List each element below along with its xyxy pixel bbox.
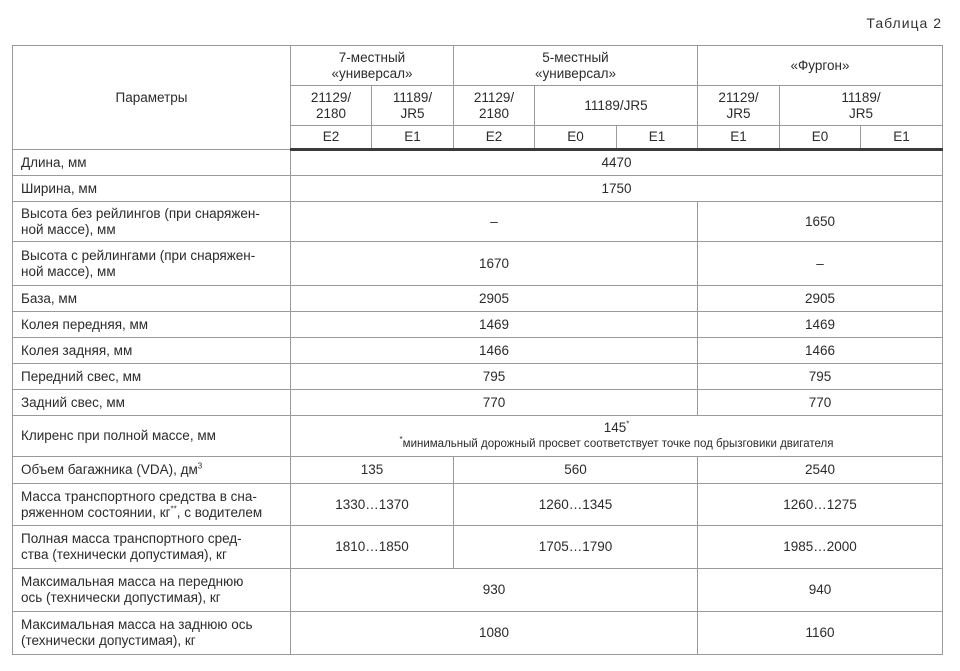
row-label: Длина, мм bbox=[13, 150, 291, 176]
row-value-wagon: 1466 bbox=[291, 338, 698, 364]
row-value-wagon: 795 bbox=[291, 364, 698, 390]
eco-class: E0 bbox=[780, 126, 861, 150]
row-label-line: Полная масса транспортного сред- bbox=[21, 531, 242, 546]
engine-van-a bbox=[698, 86, 780, 126]
header-group-7-line1: 7-местный bbox=[338, 49, 406, 65]
row-value-van: 1160 bbox=[698, 612, 943, 655]
eco-class: E0 bbox=[535, 126, 617, 150]
row-label bbox=[13, 202, 291, 242]
row-label: Задний свес, мм bbox=[13, 390, 291, 416]
row-value: 1750 bbox=[291, 176, 943, 202]
row-value-wagon: 2905 bbox=[291, 286, 698, 312]
row-value-van: 2540 bbox=[698, 457, 943, 484]
row-value-5-seat: 560 bbox=[454, 457, 698, 484]
clearance-value bbox=[291, 420, 942, 436]
row-value-van: 1466 bbox=[698, 338, 943, 364]
table-row bbox=[13, 390, 943, 416]
engine-7-a-line1: 21129/ bbox=[310, 89, 352, 105]
header-group-7-line2: «универсал» bbox=[331, 65, 413, 81]
row-label-line: ной массе), мм bbox=[21, 263, 116, 279]
eco-class: E1 bbox=[698, 126, 780, 150]
clearance-note bbox=[291, 436, 942, 452]
row-label-line: Масса транспортного средства в сна- bbox=[21, 488, 257, 504]
engine-7-b-line1: 11189/ bbox=[392, 89, 433, 105]
row-label-line: Высота без рейлингов (при снаряжен- bbox=[21, 205, 260, 221]
table-row bbox=[13, 338, 943, 364]
table-row bbox=[13, 176, 943, 202]
row-label: Колея передняя, мм bbox=[13, 312, 291, 338]
footnote-mark: ** bbox=[170, 504, 177, 513]
eco-class: E1 bbox=[861, 126, 943, 150]
engine-van-b bbox=[780, 86, 943, 126]
footnote-mark: * bbox=[399, 435, 403, 445]
row-value-7-seat: 1810…1850 bbox=[291, 526, 454, 569]
row-label: Клиренс при полной массе, мм bbox=[13, 416, 291, 457]
row-label-line: Максимальная масса на заднюю ось bbox=[21, 617, 253, 632]
row-label-text: , с водителем bbox=[176, 504, 263, 520]
header-params: Параметры bbox=[13, 46, 291, 150]
row-label-line: ства (технически допустимая), кг bbox=[21, 547, 227, 562]
engine-5-a-line1: 21129/ bbox=[473, 89, 515, 105]
row-label: Колея задняя, мм bbox=[13, 338, 291, 364]
header-group-5-line1: 5-местный bbox=[542, 49, 609, 65]
row-label: База, мм bbox=[13, 286, 291, 312]
row-label: Ширина, мм bbox=[13, 176, 291, 202]
header-group-5-seat bbox=[454, 46, 698, 86]
row-label-text: Объем багажника (VDA), дм bbox=[21, 462, 198, 477]
unit-superscript: 3 bbox=[197, 461, 203, 471]
row-label-line: Высота с рейлингами (при снаряжен- bbox=[21, 247, 256, 263]
row-value-van: 1260…1275 bbox=[698, 484, 943, 526]
row-value-wagon: – bbox=[291, 202, 698, 242]
eco-class: E2 bbox=[291, 126, 372, 150]
row-value: 4470 bbox=[291, 150, 943, 176]
row-value-wagon: 1670 bbox=[291, 242, 698, 286]
engine-5-b: 11189/JR5 bbox=[535, 86, 698, 126]
row-label-line bbox=[21, 505, 284, 521]
header-group-5-line2: «универсал» bbox=[535, 65, 616, 81]
table-row bbox=[13, 416, 943, 457]
row-label bbox=[13, 526, 291, 569]
row-value-wagon: 1469 bbox=[291, 312, 698, 338]
row-value-van: 795 bbox=[698, 364, 943, 390]
engine-7-b-line2: JR5 bbox=[400, 105, 425, 121]
row-label bbox=[13, 612, 291, 655]
table-caption: Таблица 2 bbox=[866, 15, 942, 31]
row-value-wagon: 930 bbox=[291, 569, 698, 612]
row-label bbox=[13, 569, 291, 612]
clearance-note-text: минимальный дорожный просвет соответствует точке под брызговики двигателя bbox=[402, 438, 834, 450]
table-row bbox=[13, 242, 943, 286]
row-label-line: (технически допустимая), кг bbox=[21, 633, 196, 648]
row-value-7-seat: 135 bbox=[291, 457, 454, 484]
eco-class: E2 bbox=[454, 126, 535, 150]
row-value-wagon: 1080 bbox=[291, 612, 698, 655]
engine-van-b-line1: 11189/ bbox=[841, 89, 881, 105]
table-row bbox=[13, 364, 943, 390]
row-value-van: 770 bbox=[698, 390, 943, 416]
row-value-van: 1469 bbox=[698, 312, 943, 338]
table-row bbox=[13, 457, 943, 484]
row-label: Передний свес, мм bbox=[13, 364, 291, 390]
table-row bbox=[13, 526, 943, 569]
eco-class: E1 bbox=[617, 126, 698, 150]
specifications-table bbox=[12, 45, 943, 655]
engine-van-a-line1: 21129/ bbox=[718, 89, 759, 105]
engine-7-a bbox=[291, 86, 372, 126]
engine-5-a-line2: 2180 bbox=[478, 105, 510, 121]
table-row bbox=[13, 286, 943, 312]
row-value-clearance bbox=[291, 416, 943, 457]
row-value-van: 1985…2000 bbox=[698, 526, 943, 569]
engine-5-a bbox=[454, 86, 535, 126]
engine-7-b bbox=[372, 86, 454, 126]
eco-class: E1 bbox=[372, 126, 454, 150]
row-label-line: ось (технически допустимая), кг bbox=[21, 590, 221, 605]
row-value-5-seat: 1705…1790 bbox=[454, 526, 698, 569]
row-label-line: ной массе), мм bbox=[21, 221, 116, 237]
engine-7-a-line2: 2180 bbox=[315, 105, 347, 121]
engine-van-a-line2: JR5 bbox=[726, 105, 751, 121]
row-label bbox=[13, 242, 291, 286]
table-row bbox=[13, 569, 943, 612]
row-value-van: 940 bbox=[698, 569, 943, 612]
clearance-number: 145 bbox=[603, 420, 627, 435]
row-label-line: Максимальная масса на переднюю bbox=[21, 574, 244, 589]
row-value-van: 1650 bbox=[698, 202, 943, 242]
row-value-van: – bbox=[698, 242, 943, 286]
table-row bbox=[13, 484, 943, 526]
row-value-wagon: 770 bbox=[291, 390, 698, 416]
row-label bbox=[13, 457, 291, 484]
row-label bbox=[13, 484, 291, 526]
header-group-7-seat bbox=[291, 46, 454, 86]
table-row bbox=[13, 150, 943, 176]
footnote-mark: * bbox=[626, 419, 630, 429]
table-row bbox=[13, 612, 943, 655]
header-row-groups bbox=[13, 46, 943, 86]
table-row bbox=[13, 202, 943, 242]
table-row bbox=[13, 312, 943, 338]
row-value-7-seat: 1330…1370 bbox=[291, 484, 454, 526]
row-value-van: 2905 bbox=[698, 286, 943, 312]
row-label-text: ряженном состоянии, кг bbox=[21, 504, 171, 520]
engine-van-b-line2: JR5 bbox=[849, 105, 874, 121]
header-group-van: «Фургон» bbox=[698, 46, 943, 86]
row-value-5-seat: 1260…1345 bbox=[454, 484, 698, 526]
